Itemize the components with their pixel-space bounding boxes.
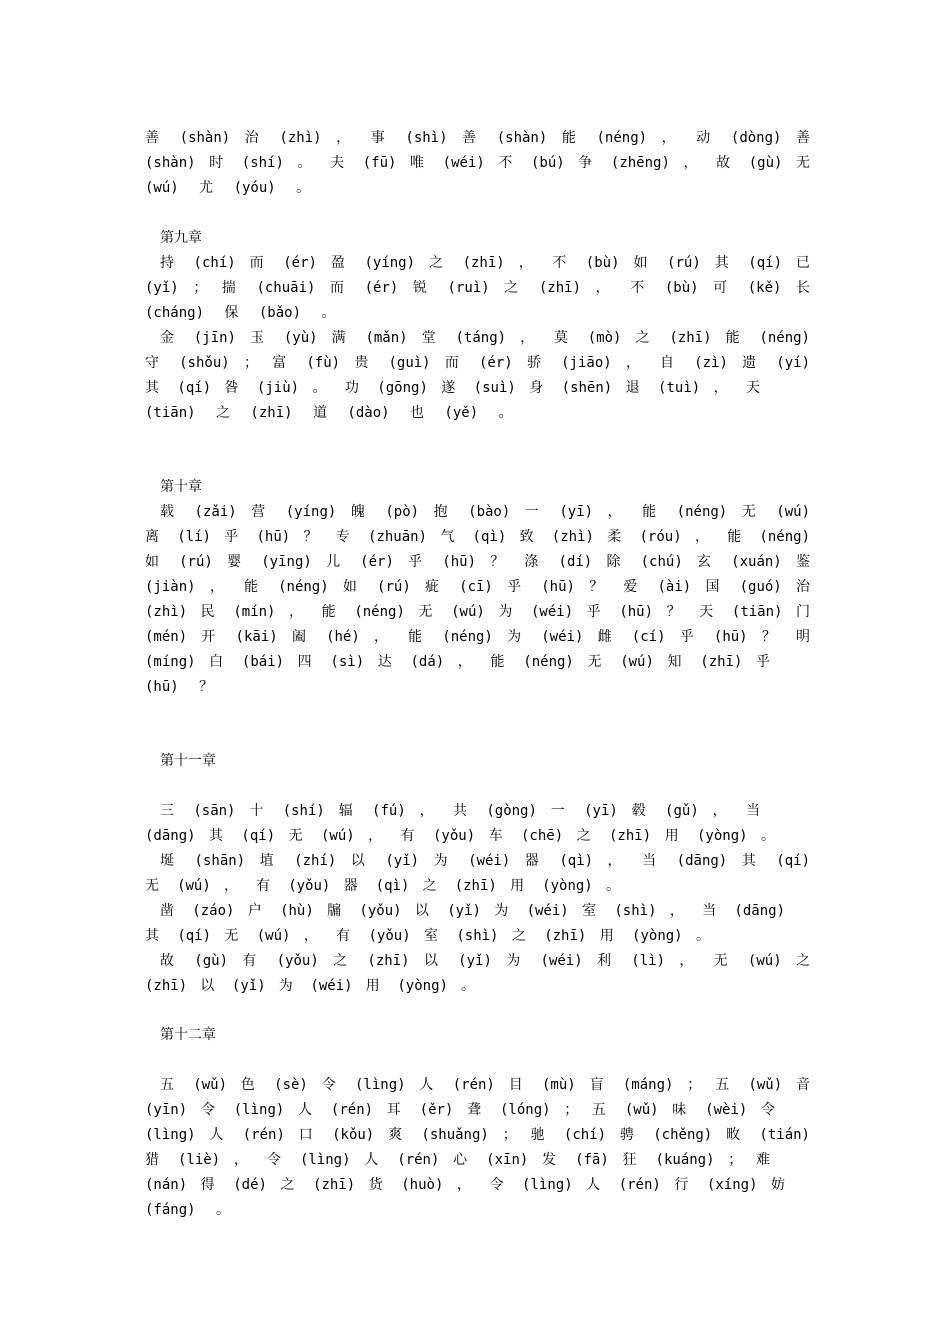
- text-line: (tiān) 之 (zhī) 道 (dào) 也 (yě) 。: [145, 405, 513, 421]
- text-line: (dāng) 其 (qí) 无 (wú) ， 有 (yǒu) 车 (chē) 之 (zhī) 用 (yòng) 。: [145, 828, 775, 844]
- text-line: (yǐ) ； 揣 (chuāi) 而 (ér) 锐 (ruì) 之 (zhī) ， 不 (bù) 可 (kě) 长: [145, 280, 810, 296]
- text-line: (fáng) 。: [145, 1202, 231, 1218]
- text-line: (nán) 得 (dé) 之 (zhī) 货 (huò) ， 令 (lìng) 人 (rén) 行 (xíng) 妨: [145, 1177, 785, 1193]
- text-line: (hū) ？: [145, 679, 214, 695]
- text-line: 善 (shàn) 治 (zhì) ， 事 (shì) 善 (shàn) 能 (néng) ， 动 (dòng) 善: [145, 130, 810, 146]
- text-line: 持 (chí) 而 (ér) 盈 (yíng) 之 (zhī) ， 不 (bù) 如 (rú) 其 (qí) 已: [160, 255, 810, 271]
- chapter-title: 第十一章: [160, 753, 216, 769]
- text-line: (zhì) 民 (mín) ， 能 (néng) 无 (wú) 为 (wéi) 乎 (hū) ？ 天 (tiān) 门: [145, 604, 810, 620]
- text-line: (mén) 开 (kāi) 阖 (hé) ， 能 (néng) 为 (wéi) 雌 (cí) 乎 (hū) ？ 明: [145, 629, 810, 645]
- text-line: (jiàn) ， 能 (néng) 如 (rú) 疵 (cī) 乎 (hū) ？ 爱 (ài) 国 (guó) 治: [145, 579, 810, 595]
- text-line: (wú) 尤 (yóu) 。: [145, 180, 311, 196]
- text-line: 五 (wǔ) 色 (sè) 令 (lìng) 人 (rén) 目 (mù) 盲 (máng) ； 五 (wǔ) 音: [160, 1077, 810, 1093]
- text-line: 凿 (záo) 户 (hù) 牖 (yǒu) 以 (yǐ) 为 (wéi) 室 (shì) ， 当 (dāng): [160, 903, 785, 919]
- chapter-title: 第十章: [160, 479, 202, 495]
- chapter-title: 第九章: [160, 230, 202, 246]
- text-line: 埏 (shān) 埴 (zhí) 以 (yǐ) 为 (wéi) 器 (qì) ， 当 (dāng) 其 (qí): [160, 853, 810, 869]
- text-line: (lìng) 人 (rén) 口 (kǒu) 爽 (shuǎng) ； 驰 (chí) 骋 (chěng) 畋 (tián): [145, 1127, 810, 1143]
- text-line: 猎 (liè) ， 令 (lìng) 人 (rén) 心 (xīn) 发 (fā) 狂 (kuáng) ； 难: [145, 1152, 770, 1168]
- text-line: 离 (lí) 乎 (hū) ？ 专 (zhuān) 气 (qì) 致 (zhì) 柔 (róu) ， 能 (néng): [145, 529, 810, 545]
- text-line: 守 (shǒu) ； 富 (fù) 贵 (guì) 而 (ér) 骄 (jiāo) ， 自 (zì) 遗 (yí): [145, 355, 810, 371]
- text-line: (míng) 白 (bái) 四 (sì) 达 (dá) ， 能 (néng) 无 (wú) 知 (zhī) 乎: [145, 654, 770, 670]
- text-line: 无 (wú) ， 有 (yǒu) 器 (qì) 之 (zhī) 用 (yòng) 。: [145, 878, 620, 894]
- text-line: (yīn) 令 (lìng) 人 (rén) 耳 (ěr) 聋 (lóng) ； 五 (wǔ) 味 (wèi) 令: [145, 1102, 775, 1118]
- text-line: 三 (sān) 十 (shí) 辐 (fú) ， 共 (gòng) 一 (yī) 毂 (gǔ) ， 当: [160, 803, 760, 819]
- text-line: 故 (gù) 有 (yǒu) 之 (zhī) 以 (yǐ) 为 (wéi) 利 (lì) ， 无 (wú) 之: [160, 953, 810, 969]
- text-line: 如 (rú) 婴 (yīng) 儿 (ér) 乎 (hū) ？ 涤 (dí) 除 (chú) 玄 (xuán) 鉴: [145, 554, 810, 570]
- chapter-title: 第十二章: [160, 1027, 216, 1043]
- text-line: 载 (zǎi) 营 (yíng) 魄 (pò) 抱 (bào) 一 (yī) ， 能 (néng) 无 (wú): [160, 504, 810, 520]
- text-line: (zhī) 以 (yǐ) 为 (wéi) 用 (yòng) 。: [145, 978, 475, 994]
- text-line: 金 (jīn) 玉 (yù) 满 (mǎn) 堂 (táng) ， 莫 (mò) 之 (zhī) 能 (néng): [160, 330, 810, 346]
- text-line: (cháng) 保 (bǎo) 。: [145, 305, 336, 321]
- text-line: 其 (qí) 咎 (jiù) 。 功 (gōng) 遂 (suì) 身 (shēn) 退 (tuì) ， 天: [145, 380, 760, 396]
- text-line: (shàn) 时 (shí) 。 夫 (fū) 唯 (wéi) 不 (bú) 争 (zhēng) ， 故 (gù) 无: [145, 155, 810, 171]
- text-line: 其 (qí) 无 (wú) ， 有 (yǒu) 室 (shì) 之 (zhī) 用 (yòng) 。: [145, 928, 710, 944]
